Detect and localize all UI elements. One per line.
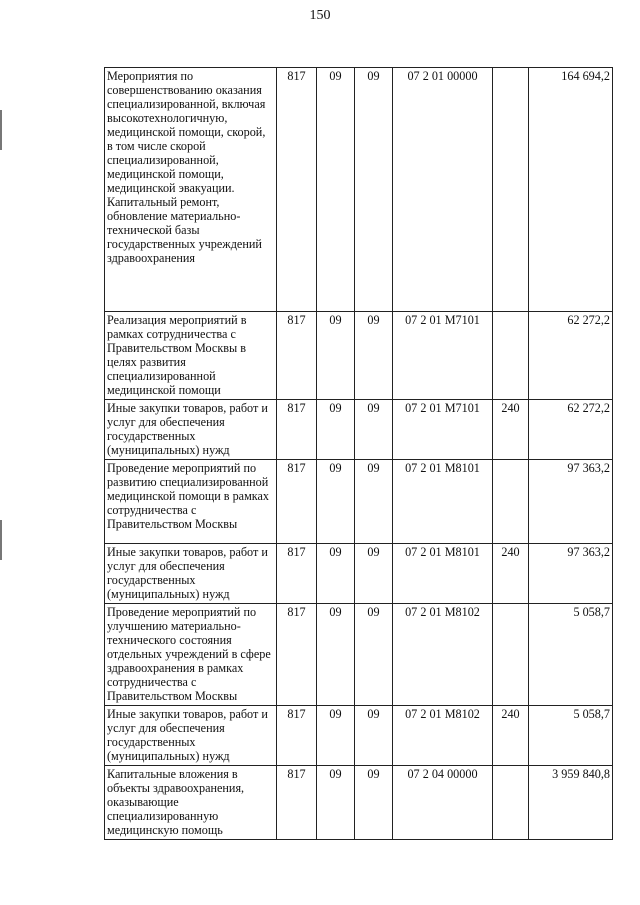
row-subsection: 09 [355,706,393,766]
row-ministry-code: 817 [277,706,317,766]
row-expense-type [493,604,529,706]
row-amount: 62 272,2 [529,400,613,460]
row-subsection: 09 [355,460,393,544]
row-amount: 97 363,2 [529,460,613,544]
row-target-article: 07 2 01 M7101 [393,400,493,460]
table-row [105,312,613,400]
row-amount: 5 058,7 [529,706,613,766]
row-name: Проведение мероприятий по развитию специализированной медицинской помощи в рамках сотрудничества с Правительством Москвы [105,460,277,544]
row-name: Проведение мероприятий по улучшению материально-технического состояния отдельных учреждений в сфере здравоохранения в рамках сотрудничества с Правительством Москвы [105,604,277,706]
row-amount: 3 959 840,8 [529,766,613,840]
scan-edge-mark [0,110,2,150]
row-section: 09 [317,706,355,766]
row-subsection: 09 [355,312,393,400]
table-row [105,706,613,766]
row-ministry-code: 817 [277,544,317,604]
row-amount: 5 058,7 [529,604,613,706]
row-amount: 62 272,2 [529,312,613,400]
row-target-article: 07 2 04 00000 [393,766,493,840]
row-section: 09 [317,460,355,544]
row-target-article: 07 2 01 M8101 [393,460,493,544]
page-number: 150 [309,8,331,23]
row-ministry-code: 817 [277,400,317,460]
row-section: 09 [317,400,355,460]
row-expense-type [493,312,529,400]
row-amount: 97 363,2 [529,544,613,604]
row-ministry-code: 817 [277,68,317,312]
row-section: 09 [317,604,355,706]
row-name: Мероприятия по совершенствованию оказания специализированной, включая высокотехнологичную, медицинской помощи, скорой, в том числе скорой специализированной, медицинской помощи, медицинской эвакуации. Капитальный ремонт, обновление материально-технической базы государственных учреждений здравоохранения [105,68,277,312]
row-subsection: 09 [355,766,393,840]
row-name: Иные закупки товаров, работ и услуг для обеспечения государственных (муниципальных) нужд [105,706,277,766]
row-expense-type: 240 [493,400,529,460]
table-row [105,544,613,604]
table-row [105,400,613,460]
row-amount: 164 694,2 [529,68,613,312]
row-subsection: 09 [355,400,393,460]
row-section: 09 [317,68,355,312]
row-section: 09 [317,544,355,604]
row-ministry-code: 817 [277,312,317,400]
row-expense-type [493,68,529,312]
row-ministry-code: 817 [277,766,317,840]
row-ministry-code: 817 [277,604,317,706]
row-expense-type: 240 [493,706,529,766]
row-name: Иные закупки товаров, работ и услуг для обеспечения государственных (муниципальных) нужд [105,544,277,604]
row-section: 09 [317,312,355,400]
scan-edge-mark [0,520,2,560]
row-expense-type [493,766,529,840]
row-section: 09 [317,766,355,840]
row-target-article: 07 2 01 M7101 [393,312,493,400]
row-target-article: 07 2 01 M8102 [393,706,493,766]
row-expense-type: 240 [493,544,529,604]
row-target-article: 07 2 01 00000 [393,68,493,312]
row-subsection: 09 [355,68,393,312]
table-row [105,68,613,312]
row-target-article: 07 2 01 M8101 [393,544,493,604]
row-name: Реализация мероприятий в рамках сотрудничества с Правительством Москвы в целях развития специализированной медицинской помощи [105,312,277,400]
table-row [105,460,613,544]
row-subsection: 09 [355,604,393,706]
table-row [105,604,613,706]
row-subsection: 09 [355,544,393,604]
table-row [105,766,613,840]
row-name: Капитальные вложения в объекты здравоохранения, оказывающие специализированную медицинскую помощь [105,766,277,840]
row-name: Иные закупки товаров, работ и услуг для обеспечения государственных (муниципальных) нужд [105,400,277,460]
row-expense-type [493,460,529,544]
budget-table [104,67,613,840]
row-target-article: 07 2 01 M8102 [393,604,493,706]
row-ministry-code: 817 [277,460,317,544]
